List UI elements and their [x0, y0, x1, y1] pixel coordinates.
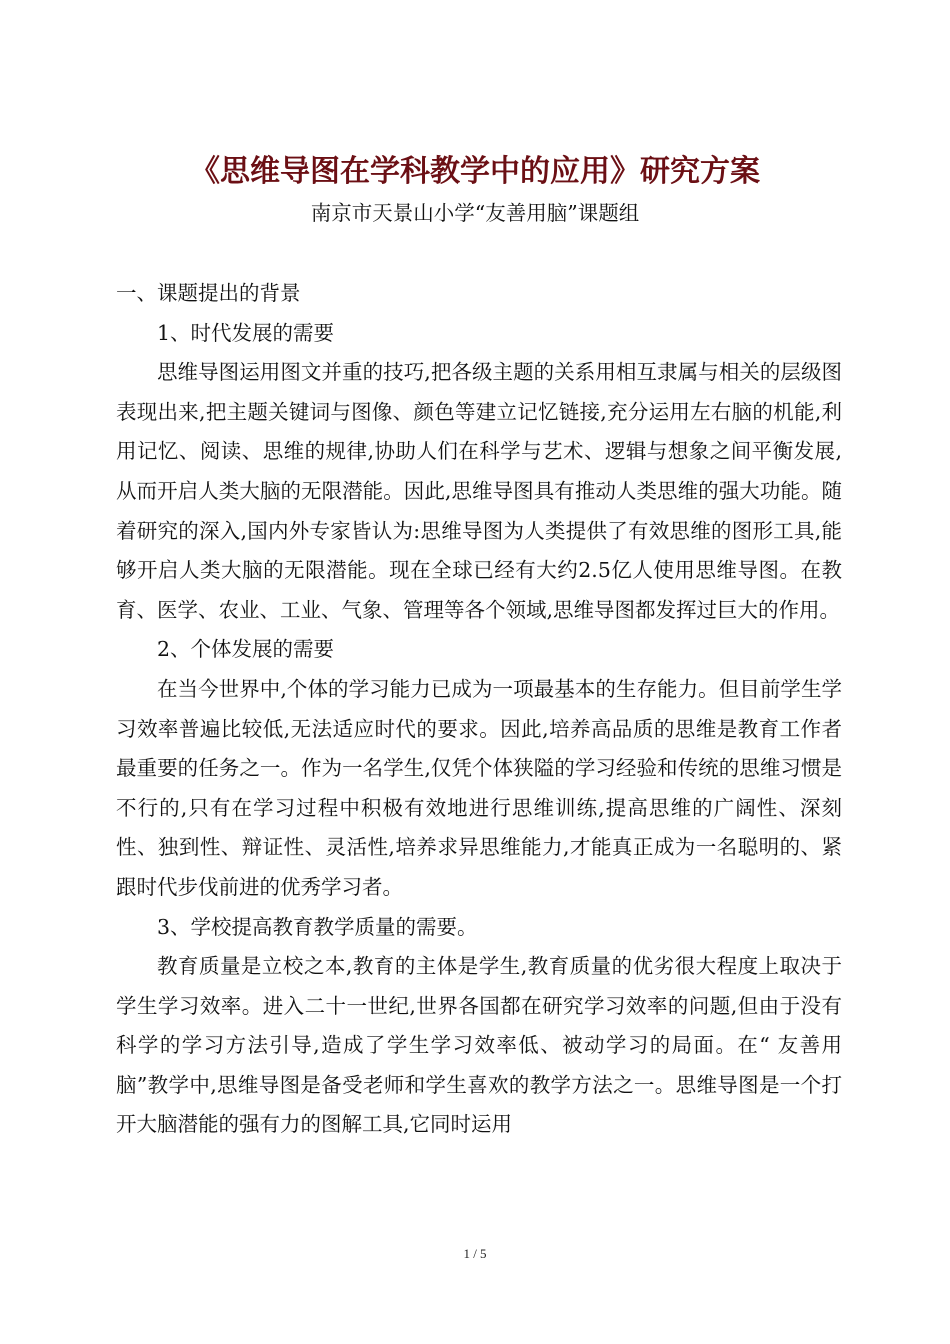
paragraph-2: 在当今世界中,个体的学习能力已成为一项最基本的生存能力。但目前学生学习效率普遍比较低,无法适应时代的要求。因此,培养高品质的思维是教育工作者最重要的任务之一。作为一名学生,仅凭个体狭隘的学习经验和传统的思维习惯是不行的,只有在学习过程中积极有效地进行思维训练,提高思维的广阔性、深刻性、独到性、辩证性、灵活性,培养求异思维能力,才能真正成为一名聪明的、紧跟时代步伐前进的优秀学习者。 — [116, 676, 842, 899]
paragraph-1: 思维导图运用图文并重的技巧,把各级主题的关系用相互隶属与相关的层级图表现出来,把主题关键词与图像、颜色等建立记忆链接,充分运用左右脑的机能,利用记忆、阅读、思维的规律,协助人们在科学与艺术、逻辑与想象之间平衡发展,从而开启人类大脑的无限潜能。因此,思维导图具有推动人类思维的强大功能。随着研究的深入,国内外专家皆认为:思维导图为人类提供了有效思维的图形工具,能够开启人类大脑的无限潜能。现在全球已经有大约2.5亿人使用思维导图。在教育、医学、农业、工业、气象、管理等各个领域,思维导图都发挥过巨大的作用。 — [116, 360, 842, 622]
subsection-heading-2: 2、个体发展的需要 — [157, 637, 335, 662]
subsection-heading-3: 3、学校提高教育教学质量的需要。 — [157, 914, 478, 939]
document-title: 《思维导图在学科教学中的应用》研究方案 — [190, 154, 760, 189]
page-number: 1 / 5 — [463, 1246, 487, 1261]
document-subtitle: 南京市天景山小学“友善用脑”课题组 — [310, 201, 640, 225]
paragraph-3: 教育质量是立校之本,教育的主体是学生,教育质量的优劣很大程度上取决于学生学习效率。进入二十一世纪,世界各国都在研究学习效率的问题,但由于没有科学的学习方法引导,造成了学生学习效率低、被动学习的局面。在“ 友善用脑”教学中,思维导图是备受老师和学生喜欢的教学方法之一。思维导图是一个打开大脑潜能的强有力的图解工具,它同时运用 — [116, 954, 842, 1137]
subsection-heading-1: 1、时代发展的需要 — [157, 320, 335, 345]
document-body — [116, 274, 842, 1145]
section-heading: 一、课题提出的背景 — [116, 281, 301, 305]
